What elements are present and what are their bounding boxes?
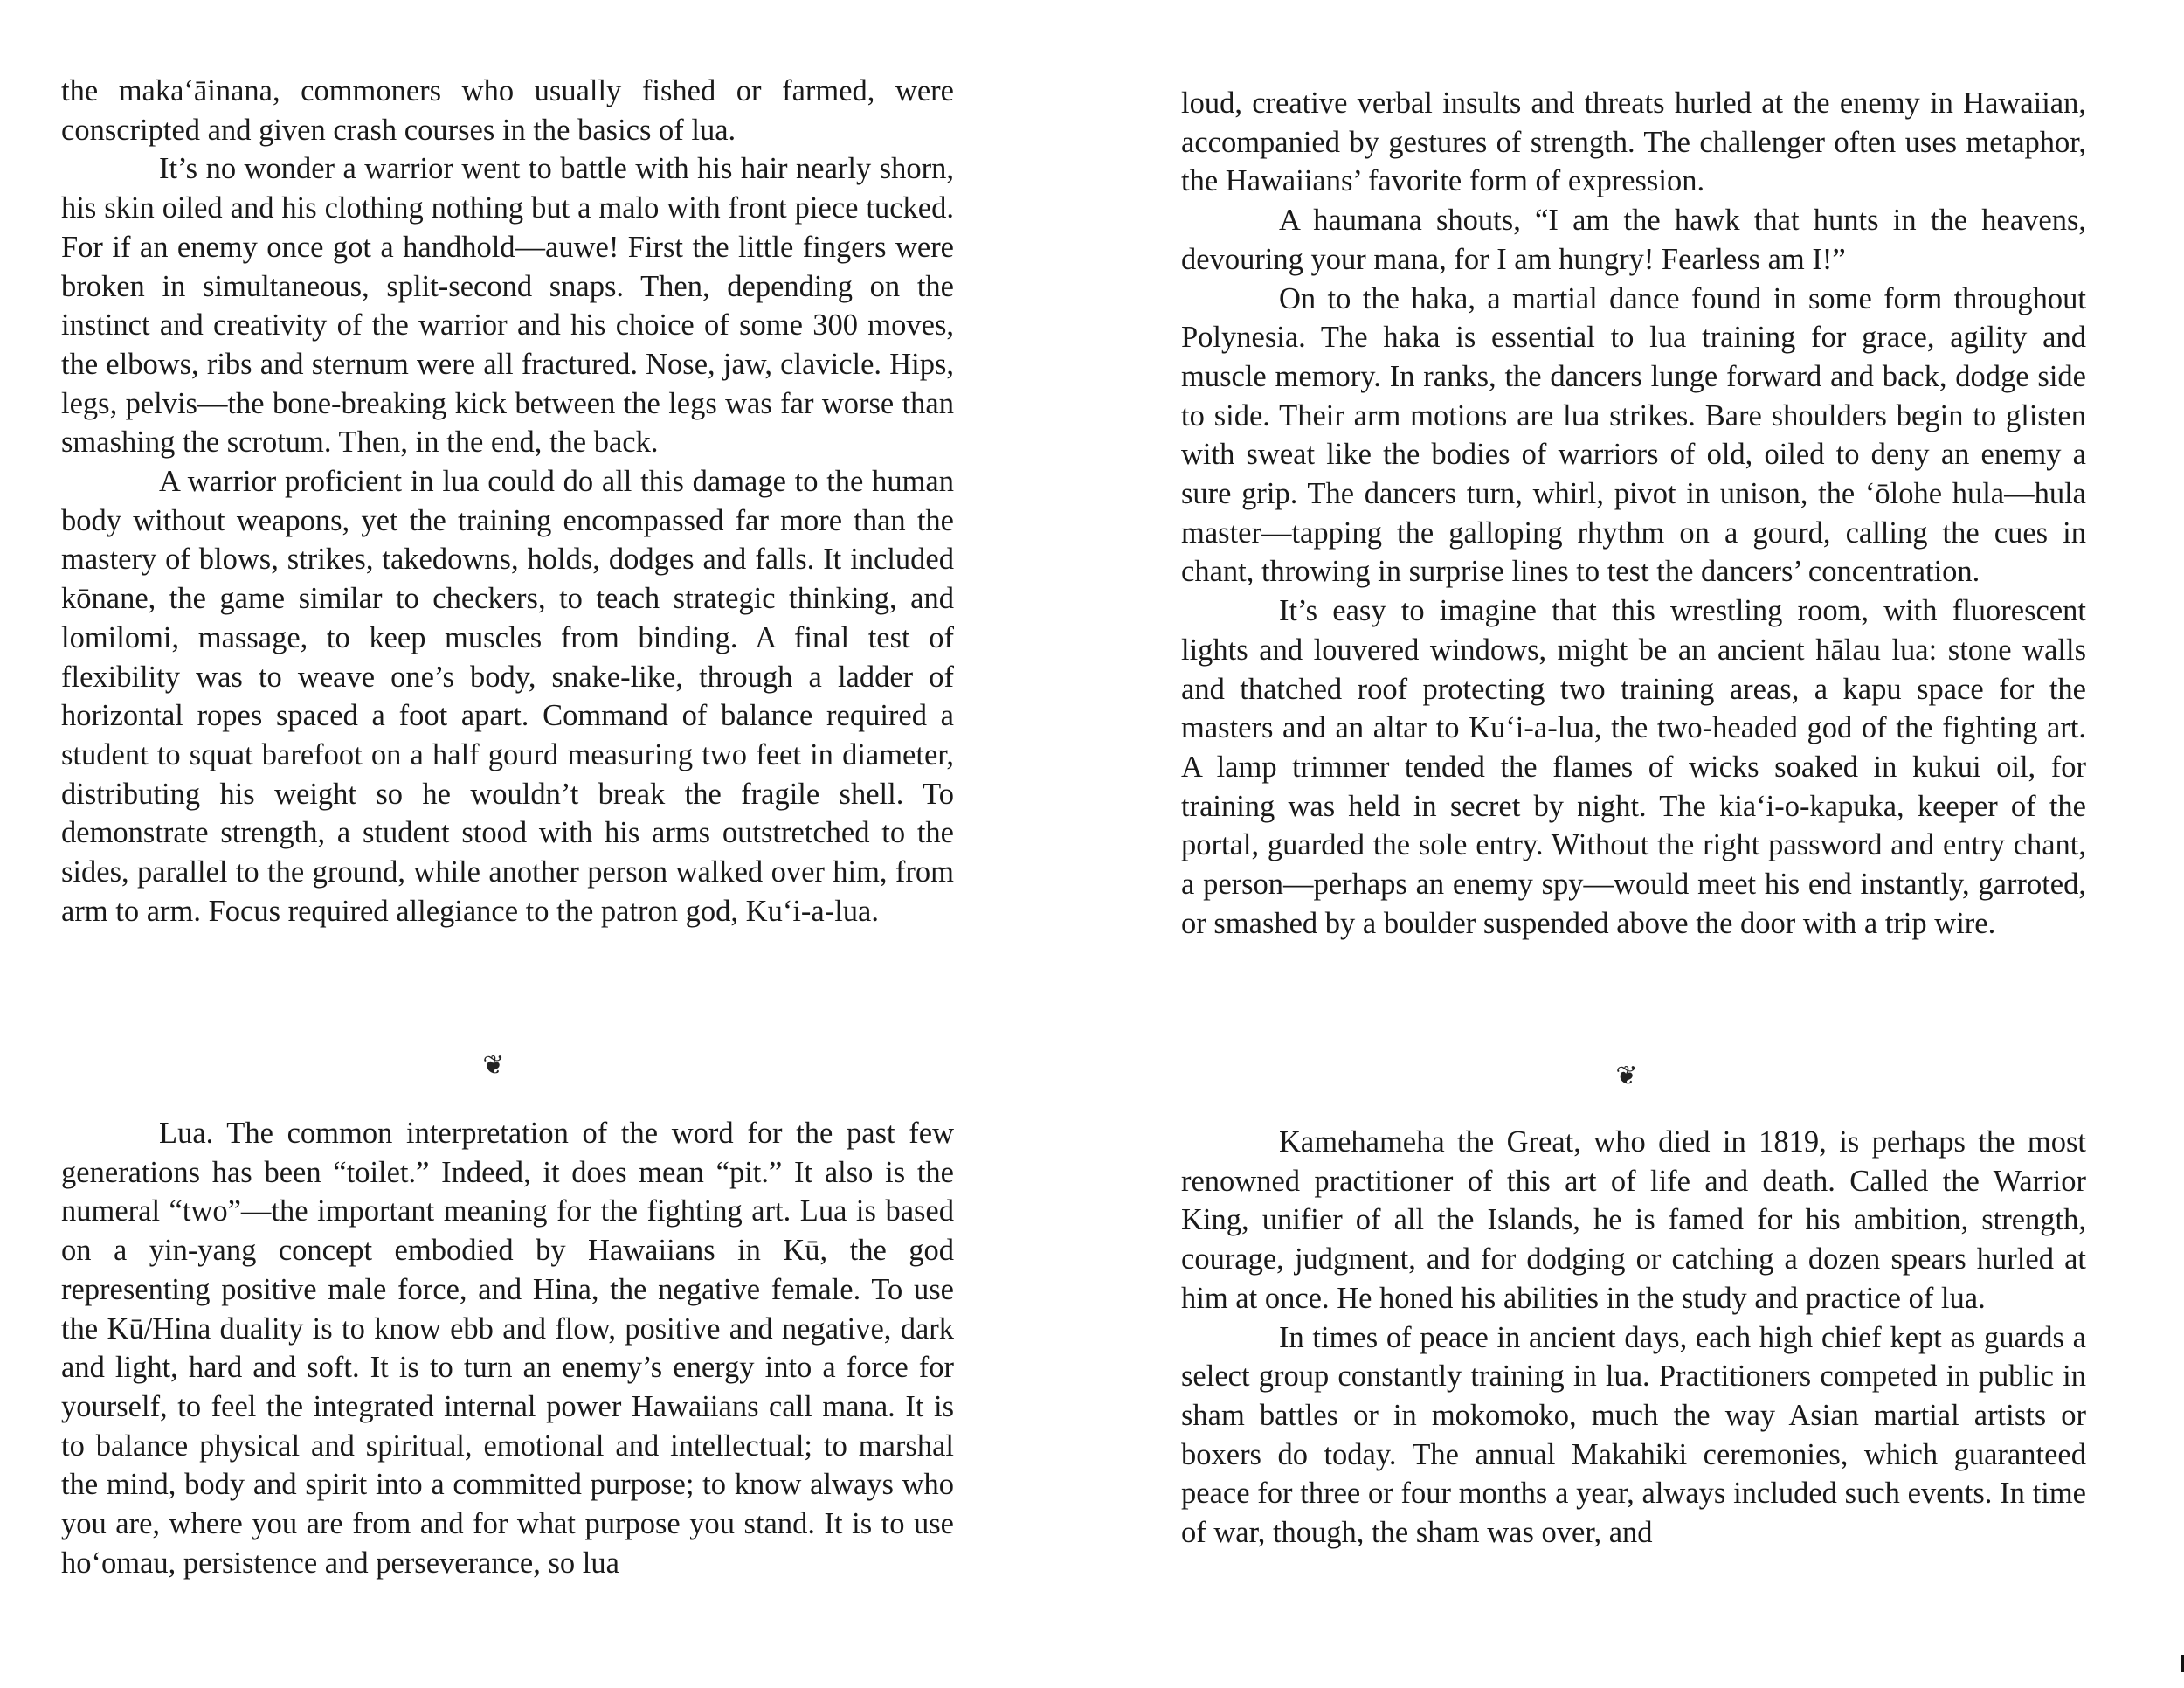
paragraph: Lua. The common interpretation of the word for the past few generations has been “toilet.” Indeed, it does mean “pit.” It also is the numeral “two”—the important meaning for the fighting art. Lua is based on a yin-yang concept embodied by Hawaiians in Kū, the god representing positive male force, and Hina, the negative female. To use the Kū/Hina duality is to know ebb and flow, positive and negative, dark and light, hard and soft. It is to turn an enemy’s energy into a force for yourself, to feel the integrated internal power Hawaiians call mana. It is to balance physical and spiritual, emotional and intellectual; to marshal the mind, body and spirit into a committed purpose; to know always who you are, where you are from and for what purpose you stand. It is to use ho‘omau, persistence and perseverance, so lua bbox=[61, 1117, 954, 1580]
paragraph: Kamehameha the Great, who died in 1819, is perhaps the most renowned practitioner of this art of life and death. Called the Warrior King, unifier of all the Islands, he is famed for his ambition, strength, courage, judgment, and for dodging or catching a dozen spears hurled at him at once. He honed his abilities in the study and practice of lua. bbox=[1181, 1125, 2086, 1315]
paragraph: the maka‘āinana, commoners who usually fished or farmed, were conscripted and given crash courses in the basics of lua. bbox=[61, 74, 954, 147]
left-bottom-text bbox=[61, 1114, 954, 1582]
right-page bbox=[1181, 0, 2086, 1688]
paragraph: On to the haka, a martial dance found in some form throughout Polynesia. The haka is essential to lua training for grace, agility and muscle memory. In ranks, the dancers lunge forward and back, dodge side to side. Their arm motions are lua strikes. Bare shoulders begin to glisten with sweat like the bodies of warriors of old, oiled to deny an enemy a sure grip. The dancers turn, whirl, pivot in unison, the ‘ōlohe hula—hula master—tapping the galloping rhythm on a gourd, calling the cues in chant, throwing in surprise lines to test the dancers’ concentration. bbox=[1181, 281, 2086, 589]
paragraph: loud, creative verbal insults and threats hurled at the enemy in Hawaiian, accompanied by gestures of strength. The challenger often uses metaphor, the Hawaiians’ favorite form of expression. bbox=[1181, 86, 2086, 198]
paragraph: A warrior proficient in lua could do all this damage to the human body without weapons, yet the training encompassed far more than the mastery of blows, strikes, takedowns, holds, dodges and falls. It included kōnane, the game similar to checkers, to teach strategic thinking, and lomilomi, massage, to keep muscles from binding. A final test of flexibility was to weave one’s body, snake-like, through a ladder of horizontal ropes spaced a foot apart. Command of balance required a student to squat barefoot on a half gourd measuring two feet in diameter, distributing his weight so he wouldn’t break the fragile shell. To demonstrate strength, a student stood with his arms outstretched to the sides, parallel to the ground, while another person walked over him, from arm to arm. Focus required allegiance to the patron god, Ku‘i-a-lua. bbox=[61, 465, 954, 928]
left-page bbox=[61, 0, 954, 1688]
section-break-ornament-icon: ❦ bbox=[1615, 1062, 1638, 1090]
section-break-ornament-icon: ❦ bbox=[482, 1051, 505, 1080]
paragraph: It’s no wonder a warrior went to battle with his hair nearly shorn, his skin oiled and his clothing nothing but a malo with front piece tucked. For if an enemy once got a handhold—auwe! First the little fingers were broken in simultaneous, split-second snaps. Then, depending on the instinct and creativity of the warrior and his choice of some 300 moves, the elbows, ribs and sternum were all fractured. Nose, jaw, clavicle. Hips, legs, pelvis—the bone-breaking kick between the legs was far worse than smashing the scrotum. Then, in the end, the back. bbox=[61, 152, 954, 460]
paragraph: In times of peace in ancient days, each high chief kept as guards a select group constantly training in lua. Practitioners competed in public in sham battles or in mokomoko, much the way Asian martial artists or boxers do today. The annual Makahiki ceremonies, which guaranteed peace for three or four months a year, always included such events. In time of war, though, the sham was over, and bbox=[1181, 1320, 2086, 1550]
right-top-text bbox=[1181, 84, 2086, 943]
paragraph: It’s easy to imagine that this wrestling room, with fluorescent lights and louvered windows, might be an ancient hālau lua: stone walls and thatched roof protecting two training areas, a kapu space for the masters and an altar to Ku‘i-a-lua, the two-headed god of the fighting art. A lamp trimmer tended the flames of wicks soaked in kukui oil, for training was held in secret by night. The kia‘i-o-kapuka, keeper of the portal, guarded the sole entry. Without the right password and entry chant, a person—perhaps an enemy spy—would meet his end instantly, garroted, or smashed by a boulder suspended above the door with a trip wire. bbox=[1181, 594, 2086, 940]
left-top-text bbox=[61, 72, 954, 930]
paragraph: A haumana shouts, “I am the hawk that hunts in the heavens, devouring your mana, for I am hungry! Fearless am I!” bbox=[1181, 204, 2086, 276]
scan-edge-mark bbox=[2181, 1655, 2184, 1672]
right-bottom-text bbox=[1181, 1123, 2086, 1553]
